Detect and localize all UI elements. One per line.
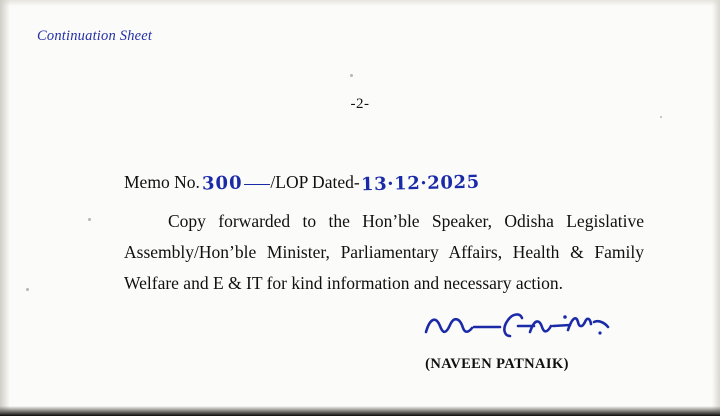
- page-number: -2-: [350, 96, 370, 112]
- page-edge-right: [712, 0, 720, 416]
- memo-number-handwritten: 300: [201, 172, 243, 195]
- paper-speck: [350, 74, 353, 77]
- paper-speck: [660, 116, 662, 118]
- memo-number-line: [124, 171, 480, 196]
- body-paragraph: Copy forwarded to the Hon’ble Speaker, Odisha Legislative Assembly/Hon’ble Minister, Parliamentary Affairs, Health & Family Welfare and E & IT for kind information and necessary action.: [124, 211, 644, 293]
- page-edge-top: [0, 0, 720, 6]
- body-text: [124, 206, 644, 299]
- memo-label-prefix: Memo No.: [124, 172, 200, 192]
- page-edge-left: [0, 0, 10, 416]
- continuation-sheet-stamp: Continuation Sheet: [37, 28, 153, 44]
- memo-label-middle: /LOP Dated-: [270, 172, 360, 192]
- paper-speck: [26, 288, 29, 291]
- page-edge-bottom: [0, 406, 720, 416]
- paper-speck: [88, 218, 91, 221]
- signature-area: [382, 306, 612, 350]
- signer-name: (NAVEEN PATNAIK): [425, 356, 569, 372]
- memo-number-underline: [244, 184, 270, 185]
- memo-date-handwritten: 13·12·2025: [360, 171, 480, 196]
- handwritten-signature: [382, 306, 612, 350]
